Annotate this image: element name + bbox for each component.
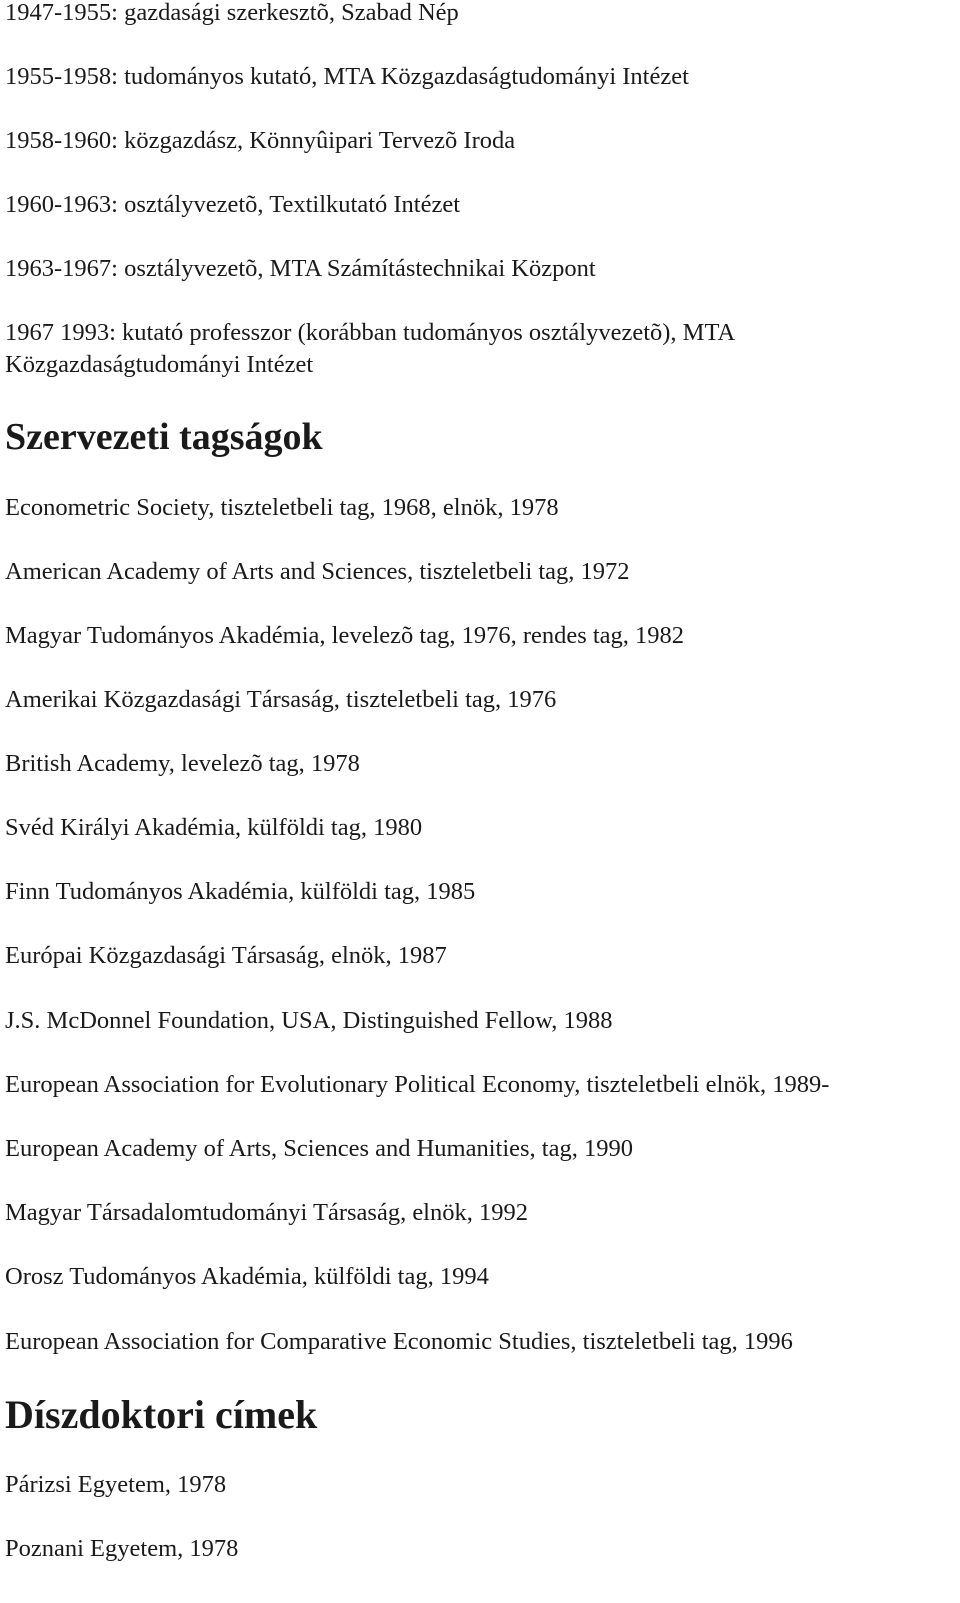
membership-item: American Academy of Arts and Sciences, tiszteletbeli tag, 1972 bbox=[5, 558, 630, 585]
doctorate-item: Párizsi Egyetem, 1978 bbox=[5, 1471, 227, 1498]
membership-item: J.S. McDonnel Foundation, USA, Distinguished Fellow, 1988 bbox=[5, 1007, 613, 1034]
membership-item: European Association for Comparative Economic Studies, tiszteletbeli tag, 1996 bbox=[5, 1328, 793, 1355]
membership-item: Econometric Society, tiszteletbeli tag, 1968, elnök, 1978 bbox=[5, 494, 559, 521]
career-line: 1955-1958: tudományos kutató, MTA Közgazdaságtudományi Intézet bbox=[5, 63, 689, 90]
membership-item: Magyar Tudományos Akadémia, levelezõ tag, 1976, rendes tag, 1982 bbox=[5, 622, 685, 649]
career-line: 1963-1967: osztályvezetõ, MTA Számítástechnikai Központ bbox=[5, 255, 596, 282]
career-line: 1958-1960: közgazdász, Könnyûipari Tervezõ Iroda bbox=[5, 127, 516, 154]
membership-item: European Academy of Arts, Sciences and Humanities, tag, 1990 bbox=[5, 1135, 633, 1162]
career-line: 1960-1963: osztályvezetõ, Textilkutató Intézet bbox=[5, 191, 461, 218]
career-line: 1967 1993: kutató professzor (korábban tudományos osztályvezetõ), MTA bbox=[5, 319, 736, 346]
career-line: 1947-1955: gazdasági szerkesztõ, Szabad Nép bbox=[5, 0, 459, 26]
career-line: Közgazdaságtudományi Intézet bbox=[5, 351, 314, 378]
membership-item: Finn Tudományos Akadémia, külföldi tag, 1985 bbox=[5, 878, 476, 905]
membership-item: Amerikai Közgazdasági Társaság, tiszteletbeli tag, 1976 bbox=[5, 686, 557, 713]
doctorate-item: Poznani Egyetem, 1978 bbox=[5, 1535, 239, 1562]
membership-item: British Academy, levelezõ tag, 1978 bbox=[5, 750, 360, 777]
membership-item: Orosz Tudományos Akadémia, külföldi tag, 1994 bbox=[5, 1263, 489, 1290]
membership-item: European Association for Evolutionary Political Economy, tiszteletbeli elnök, 1989- bbox=[5, 1071, 830, 1098]
section-heading-honorary-doctorates: Díszdoktori címek bbox=[5, 1392, 318, 1437]
membership-item: Svéd Királyi Akadémia, külföldi tag, 1980 bbox=[5, 814, 423, 841]
section-heading-memberships: Szervezeti tagságok bbox=[5, 416, 323, 458]
membership-item: Magyar Társadalomtudományi Társaság, elnök, 1992 bbox=[5, 1199, 528, 1226]
membership-item: Európai Közgazdasági Társaság, elnök, 1987 bbox=[5, 942, 447, 969]
